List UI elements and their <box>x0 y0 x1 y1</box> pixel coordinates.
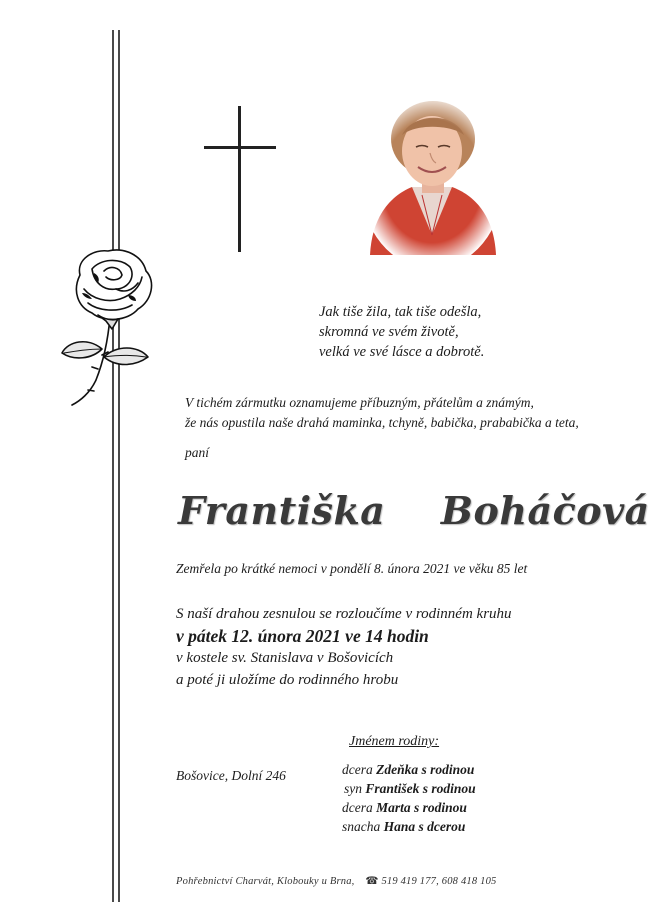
death-notice: Zemřela po krátké nemoci v pondělí 8. února 2021 ve věku 85 let <box>176 561 528 576</box>
rose-icon <box>58 245 160 410</box>
family-list <box>342 760 476 836</box>
poem <box>319 302 484 362</box>
border-line-left <box>112 30 114 902</box>
family-member: dcera Zdeňka s rodinou <box>342 762 475 777</box>
salutation: paní <box>185 445 210 460</box>
family-member: syn František s rodinou <box>344 781 476 796</box>
poem-line: Jak tiše žila, tak tiše odešla, <box>319 304 482 320</box>
footer <box>176 875 497 887</box>
deceased-name: Františka Boháčová <box>178 488 650 533</box>
announcement-line: V tichém zármutku oznamujeme příbuzným, přátelům a známým, <box>185 395 534 410</box>
family-heading: Jménem rodiny: <box>349 734 440 749</box>
footer-phones: 519 419 177, 608 418 105 <box>381 876 497 887</box>
poem-line: velká ve své lásce a dobrotě. <box>319 344 485 360</box>
funeral-line: a poté ji uložíme do rodinného hrobu <box>176 672 399 688</box>
funeral-line: v kostele sv. Stanislava v Bošovicích <box>176 650 394 666</box>
border-line-right <box>118 30 120 902</box>
family-member: snacha Hana s dcerou <box>342 819 466 834</box>
funeral-info <box>176 603 512 691</box>
funeral-line: S naší drahou zesnulou se rozloučíme v rodinném kruhu <box>176 606 512 622</box>
phone-icon: ☎ <box>365 876 379 887</box>
family-member: dcera Marta s rodinou <box>342 800 467 815</box>
announcement <box>185 393 579 433</box>
portrait-photo <box>362 95 502 267</box>
cross-icon <box>204 106 278 252</box>
poem-line: skromná ve svém životě, <box>319 324 459 340</box>
footer-company: Pohřebnictví Charvát, Klobouky u Brna, <box>176 876 355 887</box>
funeral-date: v pátek 12. února 2021 ve 14 hodin <box>176 626 429 646</box>
announcement-line: že nás opustila naše drahá maminka, tchyně, babička, prababička a teta, <box>185 415 579 430</box>
address: Bošovice, Dolní 246 <box>176 768 286 783</box>
